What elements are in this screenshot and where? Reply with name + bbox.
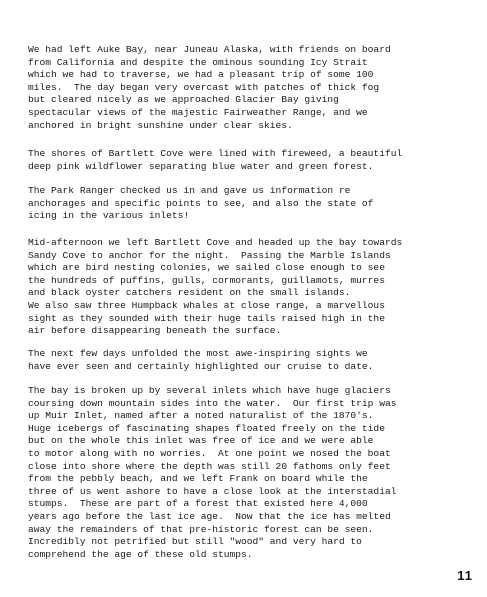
paragraph-marble-islands (28, 237, 468, 338)
text-line: which we had to traverse, we had a pleasant trip of some 100 (28, 69, 374, 81)
text-line: have ever seen and certainly highlighted our cruise to date. (28, 360, 374, 372)
text-line: but cleared nicely as we approached Glacier Bay giving (28, 94, 339, 106)
text-line: Sandy Cove to anchor for the night. Passing the Marble Islands (28, 249, 391, 261)
text-line: coursing down mountain sides into the water. Our first trip was (28, 397, 397, 409)
text-line: stumps. These are part of a forest that existed here 4,000 (28, 498, 368, 510)
paragraph-muir-inlet (28, 385, 468, 561)
text-line: anchored in bright sunshine under clear skies. (28, 119, 293, 131)
text-line: but on the whole this inlet was free of ice and we were able (28, 435, 374, 447)
text-line: Mid-afternoon we left Bartlett Cove and headed up the bay towards (28, 237, 403, 248)
text-line: We also saw three Humpback whales at close range, a marvellous (28, 299, 385, 311)
text-line: The bay is broken up by several inlets which have huge glaciers (28, 385, 391, 396)
text-line: to motor along with no worries. At one point we nosed the boat (28, 447, 391, 459)
paragraph-auke-bay (28, 44, 468, 132)
text-line: the hundreds of puffins, gulls, cormorants, guillamots, murres (28, 274, 385, 286)
text-line: Incredibly not petrified but still "wood" and very hard to (28, 536, 362, 548)
text-line: which are bird nesting colonies, we sailed close enough to see (28, 262, 385, 274)
text-line: We had left Auke Bay, near Juneau Alaska, with friends on board (28, 44, 391, 55)
page-number: 11 (457, 568, 473, 583)
text-line: close into shore where the depth was still 20 fathoms only feet (28, 460, 391, 472)
text-line: air before disappearing beneath the surface. (28, 325, 282, 337)
paragraph-bartlett-cove-shores (28, 148, 468, 173)
text-line: Huge icebergs of fascinating shapes floated freely on the tide (28, 422, 385, 434)
paragraph-park-ranger (28, 185, 468, 223)
text-line: three of us went ashore to have a close look at the interstadial (28, 485, 397, 497)
text-line: and black oyster catchers resident on the small islands. (28, 287, 351, 299)
text-line: from the pebbly beach, and we left Frank on board while the (28, 473, 368, 485)
text-line: icing in the various inlets! (28, 210, 190, 222)
text-line: comprehend the age of these old stumps. (28, 548, 253, 560)
text-line: The shores of Bartlett Cove were lined with fireweed, a beautiful (28, 148, 403, 159)
text-line: deep pink wildflower separating blue water and green forest. (28, 160, 374, 172)
text-line: from California and despite the ominous sounding Icy Strait (28, 56, 368, 68)
text-line: spectacular views of the majestic Fairweather Range, and we (28, 106, 368, 118)
text-line: up Muir Inlet, named after a noted naturalist of the 1870's. (28, 410, 374, 422)
text-line: The next few days unfolded the most awe-inspiring sights we (28, 348, 368, 359)
text-line: miles. The day began very overcast with patches of thick fog (28, 81, 380, 93)
text-line: anchorages and specific points to see, and also the state of (28, 197, 374, 209)
paragraph-next-few-days (28, 348, 468, 373)
text-line: years ago before the last ice age. Now that the ice has melted (28, 510, 391, 522)
text-line: The Park Ranger checked us in and gave us information re (28, 185, 351, 196)
text-line: sight as they sounded with their huge tails raised high in the (28, 312, 385, 324)
text-line: away the remainders of that pre-historic forest can be seen. (28, 523, 374, 535)
